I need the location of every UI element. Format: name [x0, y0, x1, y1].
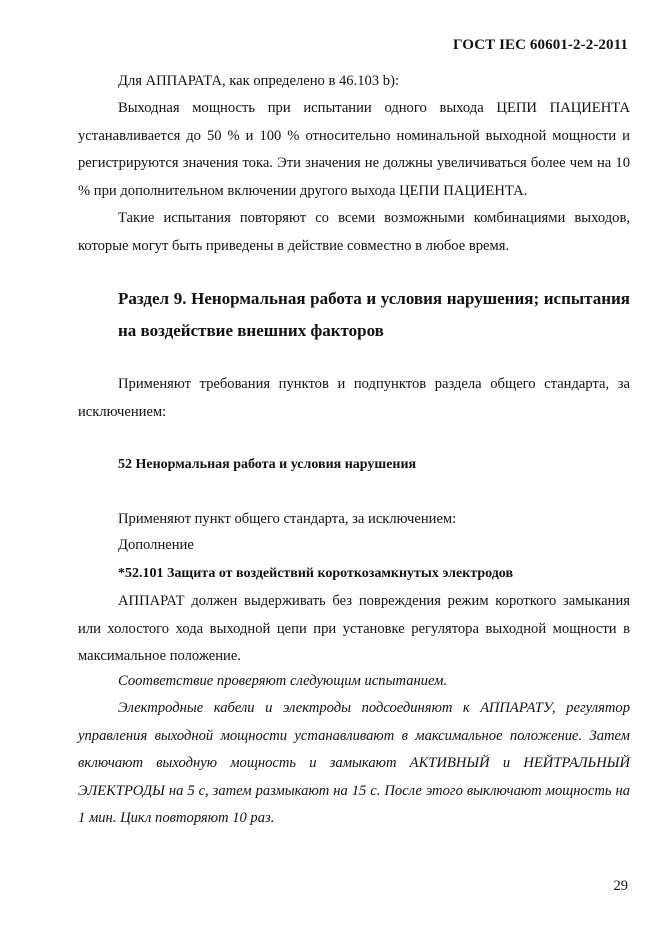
- standard-header: ГОСТ IEC 60601-2-2-2011: [453, 37, 628, 53]
- paragraph-apparatus-definition: Для АППАРАТА, как определено в 46.103 b):: [118, 73, 400, 89]
- clause-52-heading: 52 Ненормальная работа и условия нарушения: [118, 457, 417, 472]
- paragraph-output-power-test: Выходная мощность при испытании одного выхода ЦЕПИ ПАЦИЕНТА устанавливается до 50 % и 100 % относительно номинальной выходной мощности и регистрируются значения тока. Эти значения не должны увеличиваться более чем на 10 % при дополнительном включении другого выхода ЦЕПИ ПАЦИЕНТА.: [78, 100, 630, 199]
- subclause-52-101-heading: *52.101 Защита от воздействий короткозамкнутых электродов: [118, 566, 514, 581]
- paragraph-test-procedure: Электродные кабели и электроды подсоединяют к АППАРАТУ, регулятор управления выходной мощности устанавливают в максимальное положение. Затем включают выходную мощность и замыкают АКТИВНЫЙ и НЕЙТРАЛЬНЫЙ ЭЛЕКТРОДЫ на 5 с, затем размыкают на 15 с. После этого выключают мощность на 1 мин. Цикл повторяют 10 раз.: [78, 700, 630, 826]
- section-9-heading: Раздел 9. Ненормальная работа и условия нарушения; испытания на воздействие внешних факторов: [118, 289, 630, 340]
- paragraph-general-requirements: Применяют требования пунктов и подпунктов раздела общего стандарта, за исключением:: [78, 376, 630, 420]
- paragraph-test-combinations: Такие испытания повторяют со всеми возможными комбинациями выходов, которые могут быть приведены в действие совместно в любое время.: [78, 210, 630, 254]
- paragraph-addition: Дополнение: [118, 537, 194, 553]
- paragraph-general-clause: Применяют пункт общего стандарта, за исключением:: [118, 511, 457, 527]
- paragraph-compliance-check: Соответствие проверяют следующим испытанием.: [118, 673, 448, 689]
- page-number: 29: [613, 878, 628, 894]
- paragraph-short-circuit-requirement: АППАРАТ должен выдерживать без повреждения режим короткого замыкания или холостого хода выходной цепи при установке регулятора выходной мощности в максимальное положение.: [78, 593, 630, 664]
